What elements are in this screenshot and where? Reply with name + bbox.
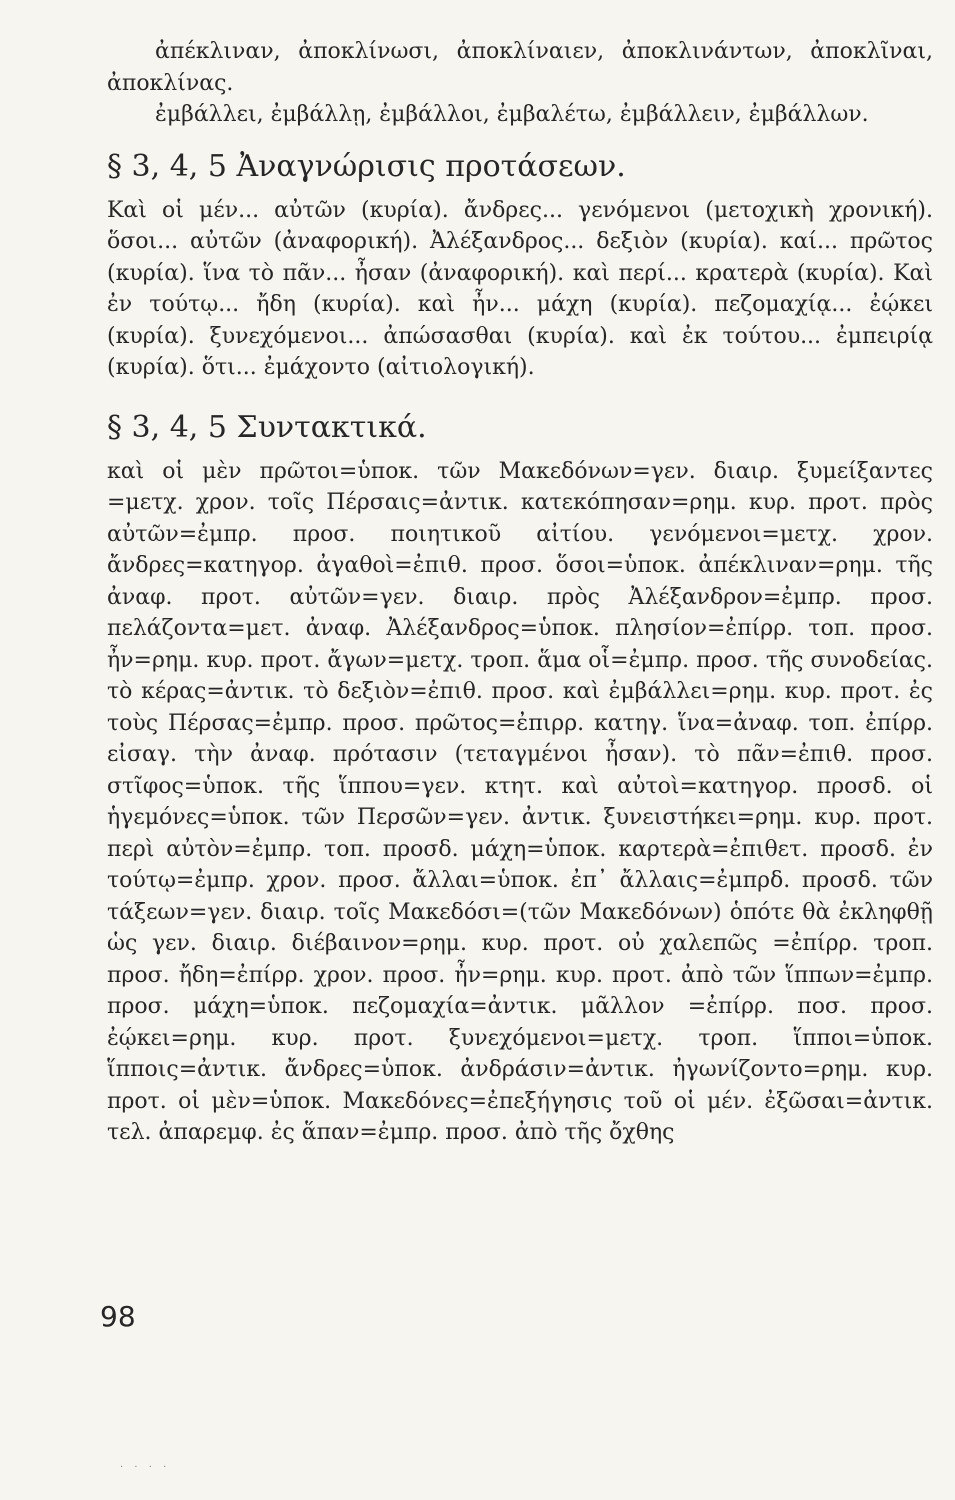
section-heading-syntax: § 3, 4, 5 Συντακτικά. xyxy=(107,409,427,445)
footer-mark: · · · · xyxy=(120,1462,171,1473)
intro-line-2: ἐμβάλλει, ἐμβάλλῃ, ἐμβάλλοι, ἐμβαλέτω, ἐμβάλλειν, ἐμβάλλων. xyxy=(155,102,869,127)
intro-block xyxy=(107,36,933,131)
section-text-recognition: Καὶ οἱ μέν... αὐτῶν (κυρία). ἄνδρες... γενόμενοι (μετοχικὴ χρονική). ὅσοι... αὐτῶν (ἀναφορική). Ἀλέξανδρος... δεξιὸν (κυρία). καί... πρῶτος (κυρία). ἵνα τὸ πᾶν... ἦσαν (ἀναφορική). καὶ περί... κρατερὰ (κυρία). Καὶ ἐν τούτῳ... ἤδη (κυρία). καὶ ἦν... μάχη (κυρία). πεζομαχίᾳ... ἐῴκει (κυρία). ξυνεχόμενοι... ἀπώσασθαι (κυρία). καὶ ἐκ τούτου... ἐμπειρίᾳ (κυρία). ὅτι... ἐμάχοντο (αἰτιολογική). xyxy=(107,197,933,380)
section-text-syntax: καὶ οἱ μὲν πρῶτοι=ὑποκ. τῶν Μακεδόνων=γεν. διαιρ. ξυμείξαντες =μετχ. χρον. τοῖς Πέρσαις=ἀντικ. κατεκόπησαν=ρημ. κυρ. προτ. πρὸς αὐτῶν=ἐμπρ. προσ. ποιητικοῦ αἰτίου. γενόμενοι=μετχ. χρον. ἄνδρες=κατηγορ. ἀγαθοὶ=ἐπιθ. προσ. ὅσοι=ὑποκ. ἀπέκλιναν=ρημ. τῆς ἀναφ. προτ. αὐτῶν=γεν. διαιρ. πρὸς Ἀλέξανδρον=ἐμπρ. προσ. πελάζοντα=μετ. ἀναφ. Ἀλέξανδρος=ὑποκ. πλησίον=ἐπίρρ. τοπ. προσ. ἦν=ρημ. κυρ. προτ. ἄγων=μετχ. τροπ. ἅμα οἷ=ἐμπρ. προσ. τῆς συνοδείας. τὸ κέρας=ἀντικ. τὸ δεξιὸν=ἐπιθ. προσ. καὶ ἐμβάλλει=ρημ. κυρ. προτ. ἐς τοὺς Πέρσας=ἐμπρ. προσ. πρῶτος=ἐπιρρ. κατηγ. ἵνα=ἀναφ. τοπ. ἐπίρρ. εἰσαγ. τὴν ἀναφ. πρότασιν (τεταγμένοι ἦσαν). τὸ πᾶν=ἐπιθ. προσ. στῖφος=ὑποκ. τῆς ἵππου=γεν. κτητ. καὶ αὐτοὶ=κατηγορ. προσδ. οἱ ἡγεμόνες=ὑποκ. τῶν Περσῶν=γεν. ἀντικ. ξυνειστήκει=ρημ. κυρ. προτ. περὶ αὐτὸν=ἐμπρ. τοπ. προσδ. μάχη=ὑποκ. καρτερὰ=ἐπιθετ. προσδ. ἐν τούτῳ=ἐμπρ. χρον. προσ. ἄλλαι=ὑποκ. ἐπ᾽ ἄλλαις=ἐμπρδ. προσδ. τῶν τάξεων=γεν. διαιρ. τοῖς Μακεδόσι=(τῶν Μακεδόνων) ὁπότε θὰ ἐκληφθῇ ὡς γεν. διαιρ. διέβαινον=ρημ. κυρ. προτ. οὐ χαλεπῶς =ἐπίρρ. τροπ. προσ. ἤδη=ἐπίρρ. χρον. προσ. ἦν=ρημ. κυρ. προτ. ἀπὸ τῶν ἵππων=ἐμπρ. προσ. μάχη=ὑποκ. πεζομαχία=ἀντικ. μᾶλλον =ἐπίρρ. ποσ. προσ. ἐῴκει=ρημ. κυρ. προτ. ξυνεχόμενοι=μετχ. τροπ. ἵπποι=ὑποκ. ἵπποις=ἀντικ. ἄνδρες=ὑποκ. ἀνδράσιν=ἀντικ. ἠγωνίζοντο=ρημ. κυρ. προτ. οἱ μὲν=ὑποκ. Μακεδόνες=ἐπεξήγησις τοῦ οἱ μέν. ἐξῶσαι=ἀντικ. τελ. ἀπαρεμφ. ἐς ἅπαν=ἐμπρ. προσ. ἀπὸ τῆς ὄχθης xyxy=(107,458,933,1145)
section-heading-recognition: § 3, 4, 5 Ἀναγνώρισις προτάσεων. xyxy=(107,148,626,184)
intro-line-1: ἀπέκλιναν, ἀποκλίνωσι, ἀποκλίναιεν, ἀποκλινάντων, ἀποκλῖναι, ἀποκλίνας. xyxy=(107,39,933,96)
page-body xyxy=(107,36,933,1149)
page-number: 98 xyxy=(100,1300,136,1333)
